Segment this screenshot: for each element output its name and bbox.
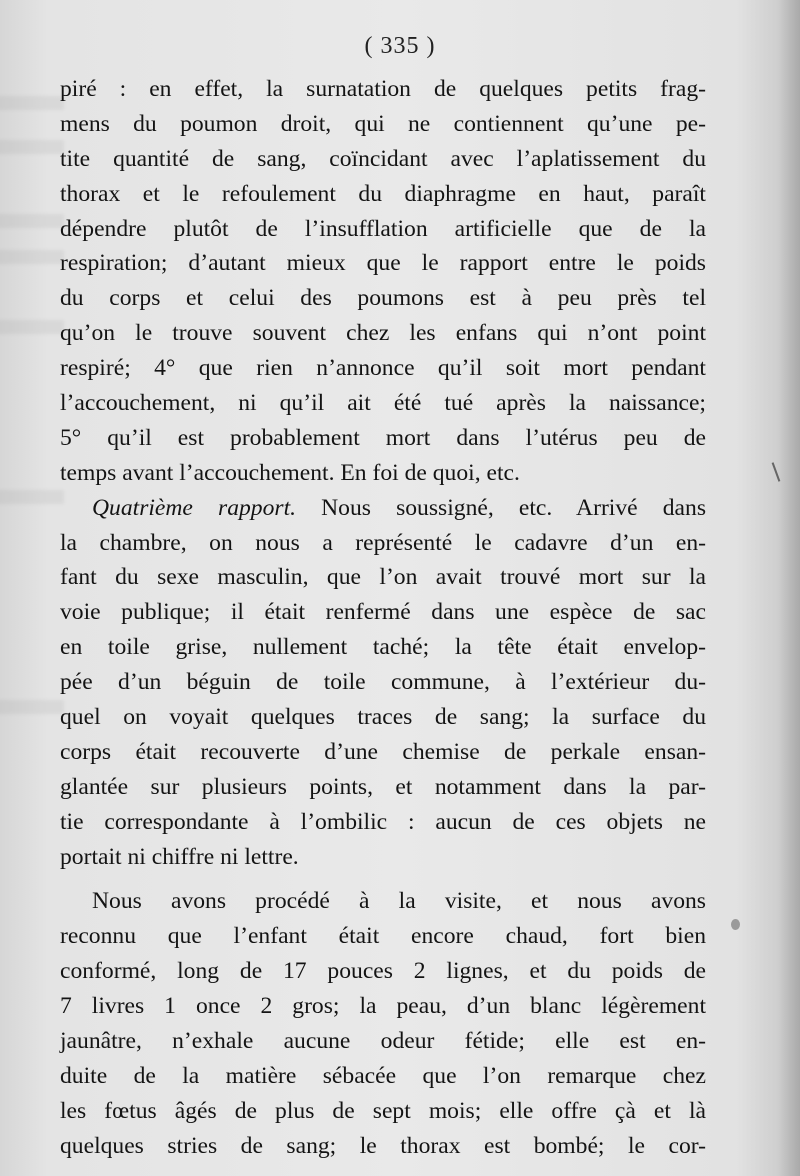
fourth-report-line: [60, 491, 706, 526]
text-line: quel on voyait quelques traces de sang; la surface du: [60, 704, 706, 731]
text-line: duite de la matière sébacée que l’on remarque chez: [60, 1062, 706, 1089]
text-line: portait ni chiffre ni lettre.: [60, 843, 299, 870]
text-line: glantée sur plusieurs points, et notamment dans la par-: [60, 773, 706, 800]
text-line: du corps et celui des poumons est à peu près tel: [60, 285, 706, 312]
text-line: respiration; d’autant mieux que le rapport entre le poids: [60, 250, 706, 277]
page-number: ( 335 ): [364, 33, 436, 59]
text-line: quelques stries de sang; le thorax est bombé; le cor-: [60, 1132, 706, 1159]
text-line: respiré; 4° que rien n’annonce qu’il soit mort pendant: [60, 355, 706, 382]
text-line: piré : en effet, la surnatation de quelques petits frag-: [60, 76, 706, 102]
text-line: voie publique; il était renfermé dans une espèce de sac: [60, 599, 706, 626]
ink-spot: [731, 919, 740, 930]
text-line: 7 livres 1 once 2 gros; la peau, d’un blanc légèrement: [60, 993, 706, 1020]
fourth-report-rest: Nous soussigné, etc. Arrivé dans: [296, 494, 706, 521]
text-line: tite quantité de sang, coïncidant avec l’aplatissement du: [60, 145, 706, 172]
text-line: dépendre plutôt de l’insufflation artificielle que de la: [60, 215, 706, 242]
text-line: tie correspondante à l’ombilic : aucun de ces objets ne: [60, 808, 706, 835]
text-line: corps était recouverte d’une chemise de perkale ensan-: [60, 738, 706, 765]
text-line: jaunâtre, n’exhale aucune odeur fétide; elle est en-: [60, 1028, 706, 1055]
text-line: Nous avons procédé à la visite, et nous avons: [92, 888, 706, 915]
text-line: 5° qu’il est probablement mort dans l’utérus peu de: [60, 424, 706, 451]
text-line: temps avant l’accouchement. En foi de quoi, etc.: [60, 459, 520, 486]
text-line: mens du poumon droit, qui ne contiennent qu’une pe-: [60, 110, 706, 137]
text-line: la chambre, on nous a représenté le cadavre d’un en-: [60, 529, 706, 556]
text-line: l’accouchement, ni qu’il ait été tué après la naissance;: [60, 390, 706, 417]
page-text: [60, 72, 706, 1164]
text-line: qu’on le trouve souvent chez les enfans qui n’ont point: [60, 320, 706, 347]
binding-shadow: [778, 0, 800, 1176]
text-line: reconnu que l’enfant était encore chaud, fort bien: [60, 923, 706, 950]
text-line: thorax et le refoulement du diaphragme en haut, paraît: [60, 180, 706, 207]
text-line: les fœtus âgés de plus de sept mois; elle offre çà et là: [60, 1097, 706, 1124]
text-line: fant du sexe masculin, que l’on avait trouvé mort sur la: [60, 564, 706, 591]
text-line: en toile grise, nullement taché; la tête était envelop-: [60, 634, 706, 661]
text-line: conformé, long de 17 pouces 2 lignes, et du poids de: [60, 958, 706, 985]
text-line: pée d’un béguin de toile commune, à l’extérieur du-: [60, 669, 706, 696]
fourth-report-label: Quatrième rapport.: [92, 494, 297, 521]
